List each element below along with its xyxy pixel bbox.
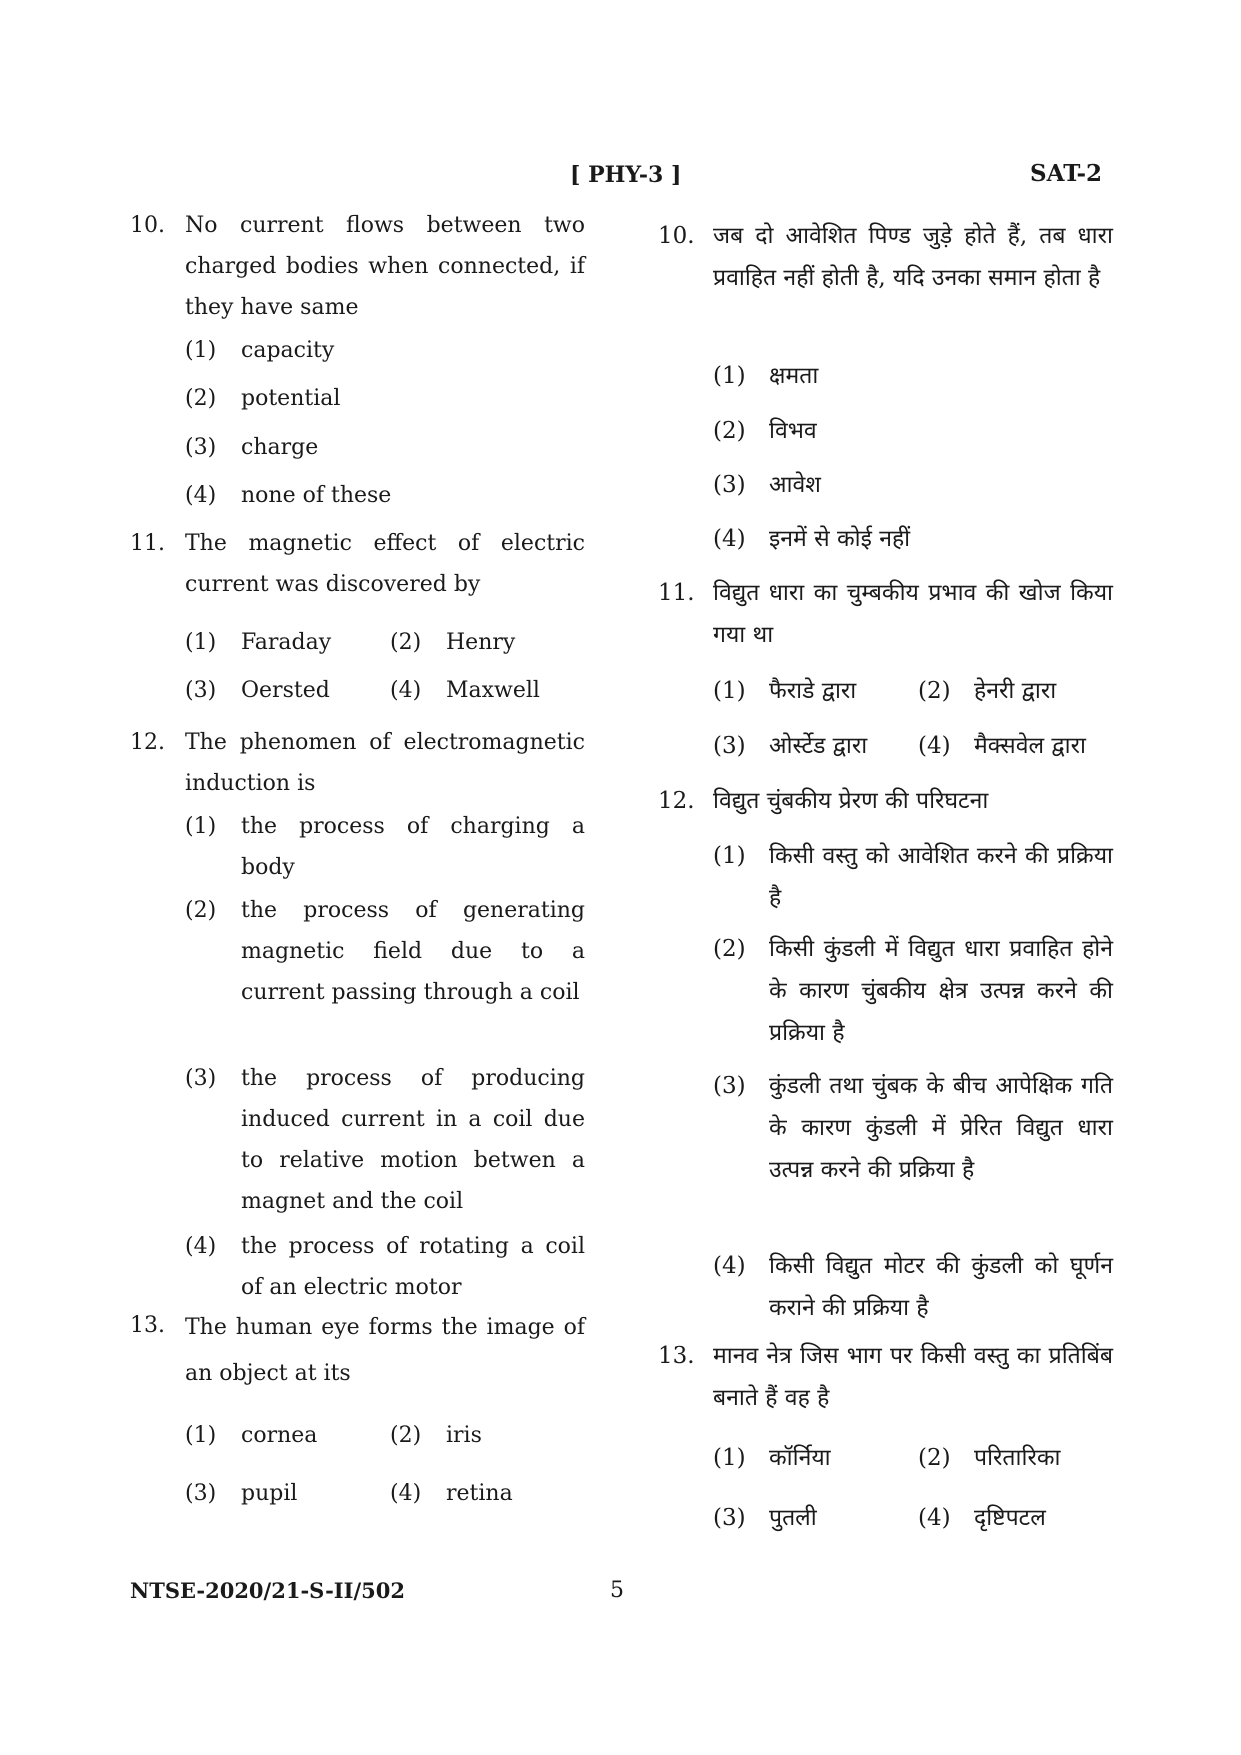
option-3: [713, 464, 1113, 506]
option-4: [185, 1226, 585, 1308]
option-number: (1): [185, 630, 217, 655]
page-number: 5: [610, 1578, 624, 1603]
option-number: (2): [713, 936, 746, 962]
question-number: 11.: [130, 531, 165, 556]
option-2: [713, 410, 1113, 452]
option-2: [390, 622, 590, 663]
option-text: cornea: [241, 1423, 318, 1448]
option-number: (2): [390, 630, 422, 655]
option-1: [713, 355, 1113, 397]
footer-exam-code: NTSE-2020/21-S-II/502: [130, 1578, 405, 1603]
option-number: (2): [918, 678, 951, 704]
option-number: (1): [185, 814, 217, 839]
option-4: [918, 725, 1123, 767]
question-number: 10.: [658, 223, 695, 249]
option-2: [185, 890, 585, 1013]
option-2: [918, 670, 1123, 712]
question-12-en: [130, 722, 585, 804]
option-text: pupil: [241, 1481, 298, 1506]
option-number: (3): [713, 472, 746, 498]
option-3: [185, 1058, 585, 1222]
option-3: [185, 1473, 385, 1514]
option-number: (4): [185, 1234, 217, 1259]
question-11-hi: [658, 572, 1113, 656]
question-13-en: [130, 1305, 585, 1397]
option-text: the process of charging a body: [241, 814, 585, 880]
option-number: (1): [185, 338, 217, 363]
question-text: No current flows between two charged bodies when connected, if they have same: [185, 213, 585, 320]
option-4: [713, 518, 1113, 560]
header-sat-label: SAT-2: [1030, 160, 1103, 187]
option-number: (4): [390, 1481, 422, 1506]
option-1: [713, 670, 918, 712]
option-text: charge: [241, 435, 319, 460]
option-text: कुंडली तथा चुंबक के बीच आपेक्षिक गति के कारण कुंडली में प्रेरित विद्युत धारा उत्पन्न करने की प्रक्रिया है: [769, 1073, 1113, 1183]
question-text: The magnetic effect of electric current was discovered by: [185, 531, 585, 597]
option-3: [185, 670, 385, 711]
option-number: (4): [713, 526, 746, 552]
option-1: [713, 1437, 918, 1479]
option-text: none of these: [241, 483, 392, 508]
question-text: The human eye forms the image of an object at its: [185, 1315, 585, 1386]
option-number: (2): [918, 1445, 951, 1471]
option-3: [713, 1065, 1113, 1191]
option-text: विभव: [769, 418, 817, 444]
question-text: मानव नेत्र जिस भाग पर किसी वस्तु का प्रतिबिंब बनाते हैं वह है: [713, 1343, 1113, 1411]
option-4: [185, 475, 585, 516]
option-2: [918, 1437, 1123, 1479]
option-text: इनमें से कोई नहीं: [769, 526, 911, 552]
question-10-hi: [658, 215, 1113, 299]
option-number: (4): [918, 1505, 951, 1531]
question-12-hi: [658, 780, 1113, 822]
option-number: (4): [390, 678, 422, 703]
option-number: (4): [918, 733, 951, 759]
option-text: कॉर्निया: [769, 1445, 831, 1471]
question-number: 12.: [130, 730, 165, 755]
option-number: (1): [713, 1445, 746, 1471]
option-text: परितारिका: [974, 1445, 1061, 1471]
option-text: Oersted: [241, 678, 330, 703]
option-text: Henry: [446, 630, 516, 655]
option-text: हेनरी द्वारा: [974, 678, 1057, 704]
option-text: क्षमता: [769, 363, 819, 389]
question-number: 10.: [130, 213, 165, 238]
option-4: [390, 670, 590, 711]
option-text: retina: [446, 1481, 513, 1506]
option-2: [185, 378, 585, 419]
option-text: फैराडे द्वारा: [769, 678, 857, 704]
option-number: (3): [713, 1505, 746, 1531]
option-3: [185, 427, 585, 468]
option-number: (1): [713, 363, 746, 389]
question-text: The phenomen of electromagnetic induction is: [185, 730, 585, 796]
option-1: [185, 806, 585, 888]
option-number: (4): [713, 1253, 746, 1279]
option-number: (1): [185, 1423, 217, 1448]
option-4: [713, 1245, 1113, 1329]
option-number: (3): [185, 678, 217, 703]
option-text: मैक्सवेल द्वारा: [974, 733, 1086, 759]
option-number: (4): [185, 483, 217, 508]
option-number: (3): [185, 1066, 217, 1091]
option-text: ओर्स्टेड द्वारा: [769, 733, 868, 759]
option-text: the process of rotating a coil of an electric motor: [241, 1234, 585, 1300]
option-text: capacity: [241, 338, 335, 363]
option-text: आवेश: [769, 472, 821, 498]
option-3: [713, 1497, 918, 1539]
question-text: जब दो आवेशित पिण्ड जुड़े होते हैं, तब धारा प्रवाहित नहीं होती है, यदि उनका समान होता है: [713, 223, 1113, 291]
option-number: (3): [713, 1073, 746, 1099]
option-text: iris: [446, 1423, 482, 1448]
option-number: (3): [185, 1481, 217, 1506]
option-3: [713, 725, 918, 767]
option-text: Faraday: [241, 630, 332, 655]
option-2: [713, 928, 1113, 1054]
option-1: [185, 622, 385, 663]
option-1: [185, 330, 585, 371]
option-2: [390, 1415, 590, 1456]
option-number: (2): [713, 418, 746, 444]
option-text: किसी विद्युत मोटर की कुंडली को घूर्णन कराने की प्रक्रिया है: [769, 1253, 1113, 1321]
option-text: the process of generating magnetic field due to a current passing through a coil: [241, 898, 585, 1005]
option-number: (2): [185, 898, 217, 923]
option-4: [918, 1497, 1123, 1539]
option-number: (3): [713, 733, 746, 759]
option-text: किसी कुंडली में विद्युत धारा प्रवाहित होने के कारण चुंबकीय क्षेत्र उत्पन्न करने की प्रक्रिया है: [769, 936, 1113, 1046]
question-11-en: [130, 523, 585, 605]
question-13-hi: [658, 1335, 1113, 1419]
header-paper-code: [ PHY-3 ]: [570, 162, 682, 188]
question-number: 11.: [658, 580, 695, 606]
option-text: the process of producing induced current in a coil due to relative motion betwen a magnet and the coil: [241, 1066, 585, 1214]
option-4: [390, 1473, 590, 1514]
option-number: (1): [713, 843, 746, 869]
question-text: विद्युत चुंबकीय प्रेरण की परिघटना: [713, 788, 989, 814]
option-text: potential: [241, 386, 341, 411]
question-text: विद्युत धारा का चुम्बकीय प्रभाव की खोज किया गया था: [713, 580, 1113, 648]
option-number: (3): [185, 435, 217, 460]
question-number: 13.: [658, 1343, 695, 1369]
option-text: किसी वस्तु को आवेशित करने की प्रक्रिया है: [769, 843, 1113, 911]
question-10-en: [130, 205, 585, 328]
option-number: (2): [390, 1423, 422, 1448]
option-number: (2): [185, 386, 217, 411]
option-number: (1): [713, 678, 746, 704]
option-1: [713, 835, 1113, 919]
option-1: [185, 1415, 385, 1456]
option-text: पुतली: [769, 1505, 817, 1531]
question-number: 12.: [658, 788, 695, 814]
option-text: दृष्टिपटल: [974, 1505, 1046, 1531]
question-number: 13.: [130, 1313, 165, 1338]
option-text: Maxwell: [446, 678, 540, 703]
